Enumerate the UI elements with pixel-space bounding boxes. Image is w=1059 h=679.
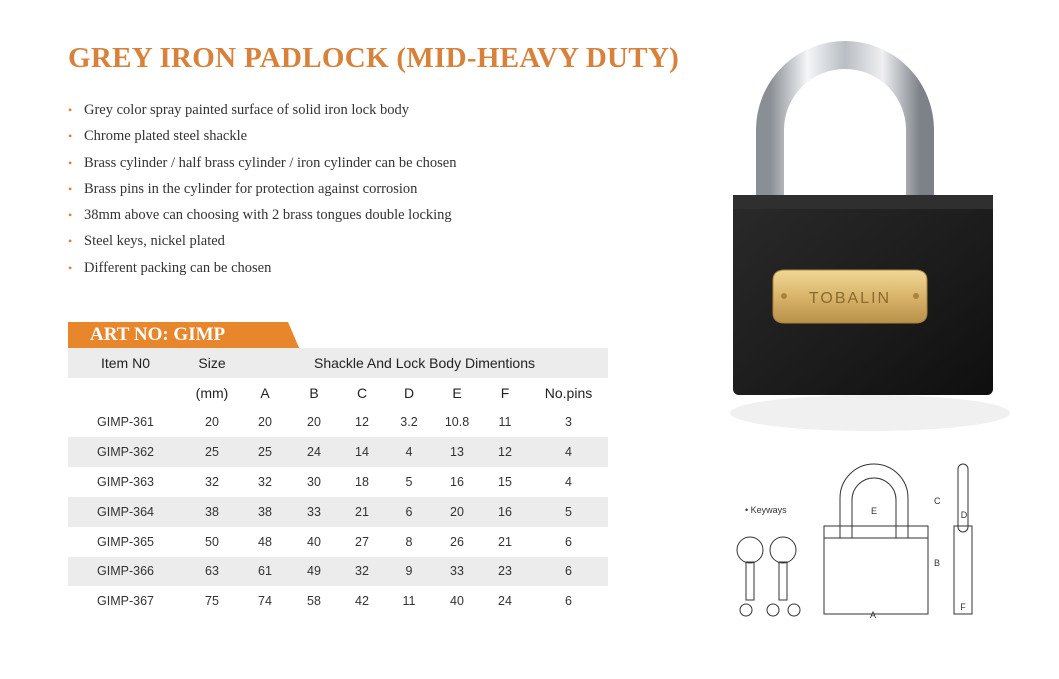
table-cell: 20 xyxy=(205,415,219,430)
table-cell: GIMP-364 xyxy=(68,497,183,527)
table-cell: 23 xyxy=(481,557,529,587)
col-header-mm: (mm) xyxy=(195,384,229,401)
col-header-dims: Shackle And Lock Body Dimentions xyxy=(241,348,608,378)
table-cell: GIMP-361 xyxy=(97,415,154,430)
keyways-label: • Keyways xyxy=(745,505,787,515)
table-cell: 3 xyxy=(565,415,572,430)
table-cell: 38 xyxy=(183,497,241,527)
table-row xyxy=(68,527,608,557)
col-header-e: E xyxy=(452,384,462,401)
table-cell: GIMP-362 xyxy=(68,437,183,467)
table-cell: 32 xyxy=(258,475,272,490)
page-title: GREY IRON PADLOCK (MID-HEAVY DUTY) xyxy=(68,42,680,74)
feature-text: 38mm above can choosing with 2 brass tongues double locking xyxy=(84,207,452,224)
dim-label-b: B xyxy=(934,558,941,568)
table-cell: 32 xyxy=(339,557,385,587)
table-cell: 40 xyxy=(450,594,464,609)
table-cell: 8 xyxy=(405,534,413,549)
table-cell: 16 xyxy=(481,497,529,527)
key-icon xyxy=(737,537,796,600)
table-header-row xyxy=(68,348,608,378)
brand-name: TOBALIN xyxy=(808,290,892,307)
table-cell: 11 xyxy=(402,594,416,609)
table-cell: 11 xyxy=(498,415,512,430)
table-cell: 4 xyxy=(565,475,572,490)
table-cell: 42 xyxy=(355,594,369,609)
feature-text: Brass cylinder / half brass cylinder / iron cylinder can be chosen xyxy=(84,154,457,171)
table-cell: 6 xyxy=(385,497,433,527)
spec-table xyxy=(68,348,608,616)
table-cell: 4 xyxy=(385,437,433,467)
list-item xyxy=(68,126,456,152)
dim-label-e: E xyxy=(870,506,878,516)
table-cell: 10.8 xyxy=(444,415,470,430)
rivet xyxy=(781,293,787,299)
padlock-image xyxy=(715,35,1015,455)
table-cell: 33 xyxy=(433,557,481,587)
bullet-icon: • xyxy=(68,103,73,117)
table-cell: GIMP-363 xyxy=(97,475,154,490)
table-cell: 5 xyxy=(405,475,413,490)
list-item xyxy=(68,258,456,284)
dim-label-f: F xyxy=(960,602,966,612)
feature-list xyxy=(68,100,456,284)
table-cell: GIMP-366 xyxy=(68,557,183,587)
dim-label-a: A xyxy=(869,610,877,620)
art-number: ART NO: GIMP xyxy=(90,324,226,345)
col-header-size: Size xyxy=(183,348,241,378)
art-number-banner xyxy=(68,322,300,350)
col-header-f: F xyxy=(500,384,510,401)
table-cell: 49 xyxy=(289,557,339,587)
table-cell: 58 xyxy=(307,594,321,609)
table-cell: 27 xyxy=(355,534,369,549)
col-header-pins: No.pins xyxy=(544,384,593,401)
table-cell: 3.2 xyxy=(400,415,418,430)
table-cell: 21 xyxy=(339,497,385,527)
table-cell: 20 xyxy=(433,497,481,527)
rivet xyxy=(913,293,919,299)
shadow xyxy=(730,395,1010,431)
table-cell: 50 xyxy=(205,534,219,549)
lock-body-top xyxy=(733,195,993,209)
table-cell: 9 xyxy=(385,557,433,587)
list-item xyxy=(68,100,456,126)
table-cell: 24 xyxy=(289,437,339,467)
table-cell: 20 xyxy=(258,415,272,430)
table-cell: 4 xyxy=(529,437,608,467)
dim-label-c: C xyxy=(934,496,941,506)
table-cell: 40 xyxy=(307,534,321,549)
dim-label-d: D xyxy=(960,510,968,520)
feature-text: Grey color spray painted surface of solid iron lock body xyxy=(84,102,409,118)
dimension-diagram xyxy=(728,458,988,623)
table-cell: GIMP-365 xyxy=(97,534,154,549)
table-cell: 48 xyxy=(258,534,272,549)
table-cell: 13 xyxy=(433,437,481,467)
front-view xyxy=(824,464,928,614)
table-cell: 20 xyxy=(307,415,321,430)
table-cell: 16 xyxy=(450,475,464,490)
list-item xyxy=(68,153,456,179)
bullet-icon: • xyxy=(68,129,73,144)
bullet-icon: • xyxy=(68,260,73,275)
col-header-d: D xyxy=(403,384,415,401)
list-item xyxy=(68,179,456,205)
table-cell: 63 xyxy=(183,557,241,587)
bullet-icon: • xyxy=(68,155,73,170)
bullet-icon: • xyxy=(68,181,73,196)
table-row xyxy=(68,497,608,527)
col-header-a: A xyxy=(260,384,270,401)
table-cell: 61 xyxy=(241,557,289,587)
feature-text: Steel keys, nickel plated xyxy=(84,233,225,250)
table-cell: 33 xyxy=(289,497,339,527)
bullet-icon: • xyxy=(68,208,73,223)
table-cell: 6 xyxy=(565,534,572,549)
table-cell: 26 xyxy=(450,534,464,549)
list-item xyxy=(68,231,456,257)
table-cell: 15 xyxy=(498,475,512,490)
table-cell: 25 xyxy=(241,437,289,467)
feature-text: Brass pins in the cylinder for protection against corrosion xyxy=(84,180,418,197)
table-row xyxy=(68,467,608,497)
table-row xyxy=(68,557,608,587)
table-cell: 6 xyxy=(565,594,572,609)
col-header-c: C xyxy=(356,384,368,401)
list-item xyxy=(68,205,456,231)
table-cell: 12 xyxy=(355,415,369,430)
table-row xyxy=(68,408,608,438)
feature-text: Different packing can be chosen xyxy=(84,259,272,276)
table-cell: 6 xyxy=(529,557,608,587)
table-subheader-row xyxy=(68,378,608,408)
table-cell: 21 xyxy=(498,534,512,549)
table-row xyxy=(68,437,608,467)
table-cell: 14 xyxy=(339,437,385,467)
shackle xyxy=(770,55,920,210)
table-cell: 74 xyxy=(258,594,272,609)
table-cell: 18 xyxy=(355,475,369,490)
table-cell: GIMP-367 xyxy=(97,594,154,609)
col-header-b: B xyxy=(309,384,319,401)
table-cell: 12 xyxy=(481,437,529,467)
side-view xyxy=(954,464,972,614)
keyway-symbol-icon xyxy=(740,604,800,616)
table-cell: 24 xyxy=(498,594,512,609)
feature-text: Chrome plated steel shackle xyxy=(84,128,248,145)
bullet-icon: • xyxy=(68,234,73,249)
table-cell: 32 xyxy=(205,475,219,490)
table-cell: 38 xyxy=(241,497,289,527)
table-row xyxy=(68,586,608,616)
col-header-item: Item N0 xyxy=(68,348,183,378)
table-cell: 30 xyxy=(307,475,321,490)
table-cell: 5 xyxy=(529,497,608,527)
table-cell: 25 xyxy=(183,437,241,467)
table-cell: 75 xyxy=(205,594,219,609)
